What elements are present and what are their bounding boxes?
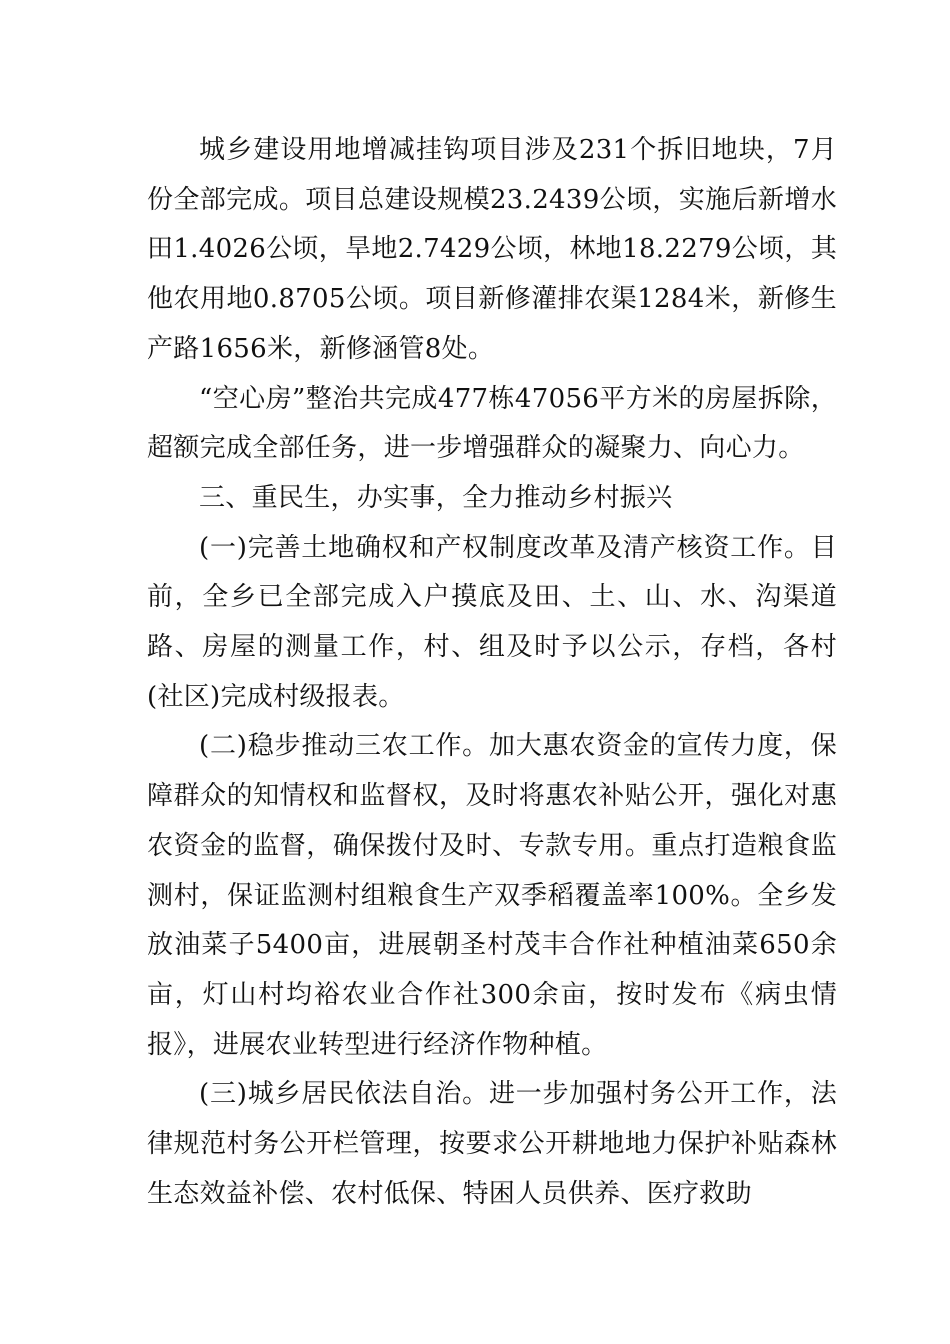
- paragraph-agriculture: (二)稳步推动三农工作。加大惠农资金的宣传力度，保障群众的知情权和监督权，及时将惠农补贴公开，强化对惠农资金的监督，确保拨付及时、专款专用。重点打造粮食监测村，保证监测村组粮食生产双季稻覆盖率100%。全乡发放油菜子5400亩，进展朝圣村茂丰合作社种植油菜650余亩，灯山村均裕农业合作社300余亩，按时发布《病虫情报》，进展农业转型进行经济作物种植。: [147, 731, 837, 1060]
- section-heading-livelihood: 三、重民生，办实事，全力推动乡村振兴: [199, 482, 673, 513]
- paragraph-land-linkage: 城乡建设用地增减挂钩项目涉及231个拆旧地块，7月份全部完成。项目总建设规模23.2439公顷，实施后新增水田1.4026公顷，旱地2.7429公顷，林地18.2279公顷，其他农用地0.8705公顷。项目新修灌排农渠1284米，新修生产路1656米，新修涵管8处。: [147, 135, 837, 364]
- paragraph-empty-house: “空心房”整治共完成477栋47056平方米的房屋拆除，超额完成全部任务，进一步增强群众的凝聚力、向心力。: [147, 383, 837, 464]
- paragraph-self-governance: (三)城乡居民依法自治。进一步加强村务公开工作，法律规范村务公开栏管理，按要求公开耕地地力保护补贴森林生态效益补偿、农村低保、特困人员供养、医疗救助: [147, 1079, 837, 1209]
- paragraph-land-rights: (一)完善土地确权和产权制度改革及清产核资工作。目前，全乡已全部完成入户摸底及田、土、山、水、沟渠道路、房屋的测量工作，村、组及时予以公示，存档，各村(社区)完成村级报表。: [147, 532, 837, 712]
- document-page: [147, 126, 837, 1219]
